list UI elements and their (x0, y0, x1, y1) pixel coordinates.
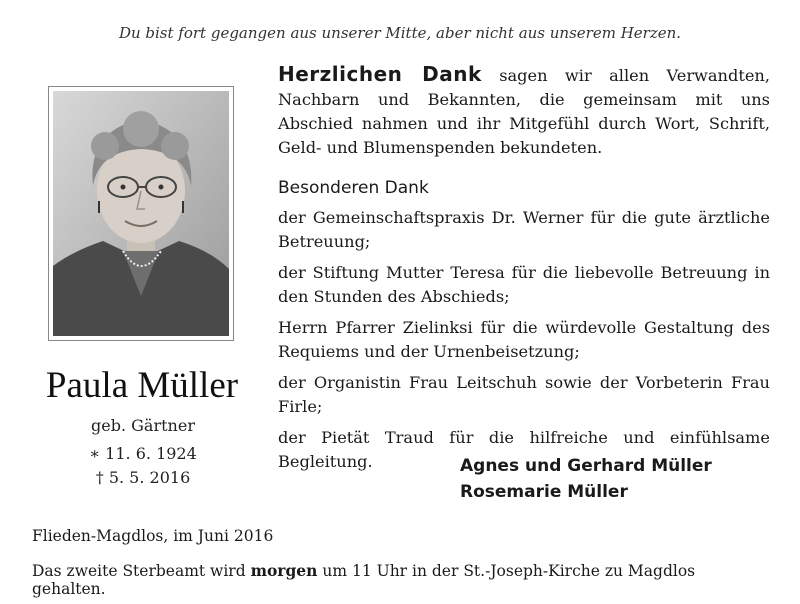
signature-line-2: Rosemarie Müller (460, 482, 628, 502)
quote: Du bist fort gegangen aus unserer Mitte, aber nicht aus unserem Herzen. (118, 24, 682, 42)
thanks-item: der Gemeinschaftspraxis Dr. Werner für die gute ärztliche Betreuung; (278, 208, 770, 251)
signature-line-1: Agnes und Gerhard Müller (460, 456, 712, 476)
thanks-item: Herrn Pfarrer Zielinksi für die würdevolle Gestaltung des Requiems und der Urnenbeisetzung; (278, 318, 770, 361)
portrait-photo (53, 91, 229, 336)
notice-pre: Das zweite Sterbeamt wird (32, 562, 246, 580)
thanks-item: der Organistin Frau Leitschuh sowie der Vorbeterin Frau Firle; (278, 373, 770, 416)
thanks-item: der Stiftung Mutter Teresa für die liebevolle Betreuung in den Stunden des Abschieds; (278, 263, 770, 306)
maiden-name: geb. Gärtner (91, 416, 195, 435)
special-thanks-heading: Besonderen Dank (278, 178, 429, 198)
service-notice (32, 561, 772, 598)
birth-date: ∗ 11. 6. 1924 (89, 444, 197, 463)
deceased-name: Paula Müller (45, 365, 239, 406)
thanks-item: der Pietät Traud für die hilfreiche und einfühlsame Begleitung. (278, 428, 770, 471)
thanks-headline: Herzlichen Dank (278, 62, 482, 86)
thanks-intro (278, 62, 770, 160)
thanks-intro-text: sagen wir allen Verwandten, Nachbarn und Bekannten, die gemeinsam mit uns Abschied nahmen und ihr Mitgefühl durch Wort, Schrift, Geld- und Blumenspenden bekundeten. (278, 66, 771, 157)
place-date: Flieden-Magdlos, im Juni 2016 (32, 527, 274, 545)
death-date: † 5. 5. 2016 (95, 468, 191, 487)
notice-bold: morgen (250, 561, 318, 580)
thanks-text (278, 62, 770, 481)
portrait-frame (48, 86, 234, 341)
notice-post: um 11 Uhr in der St.-Joseph-Kirche zu Magdlos gehalten. (32, 562, 696, 598)
